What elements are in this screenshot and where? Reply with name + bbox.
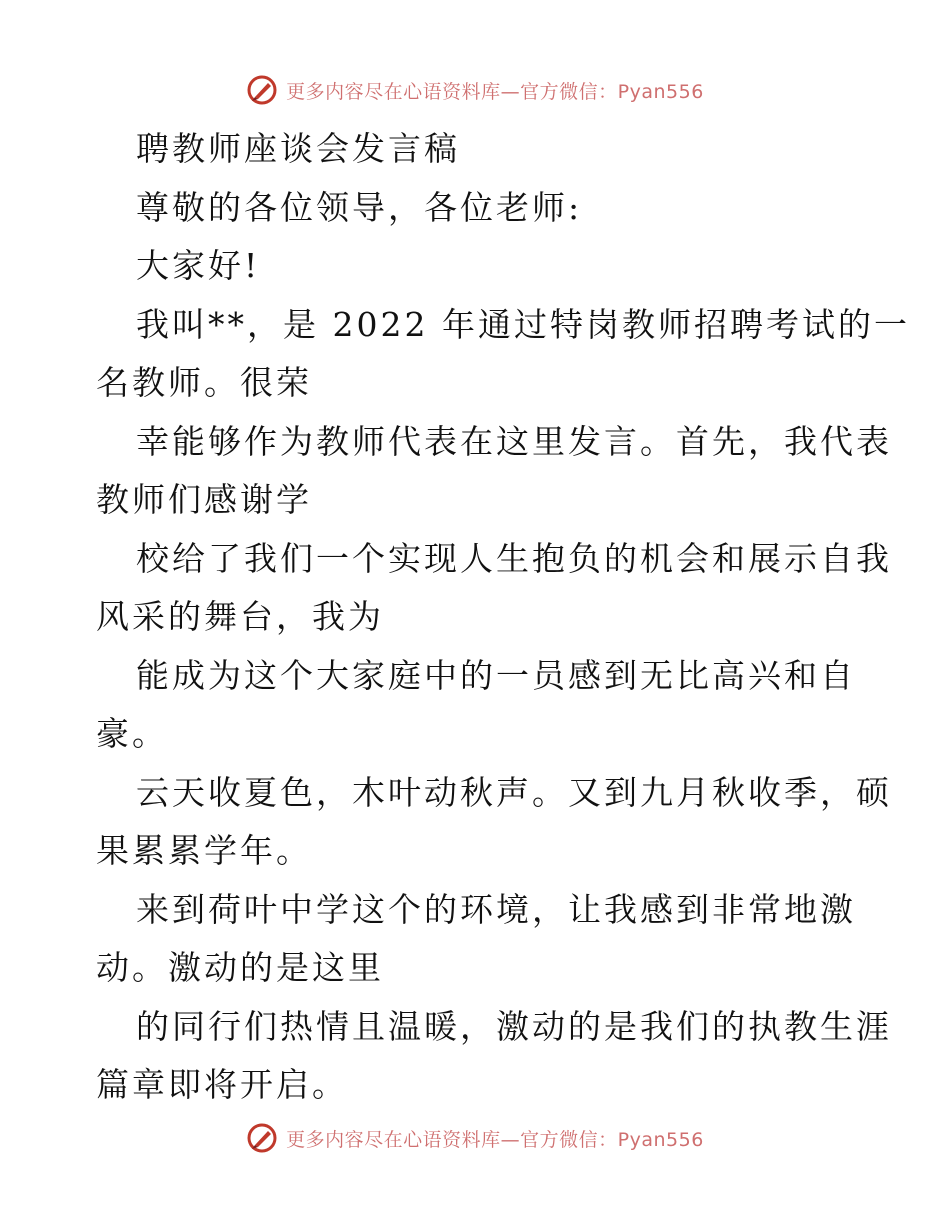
footer-banner-text: 更多内容尽在心语资料库—官方微信：Pyan556 [286,1128,704,1151]
document-line: 教师们感谢学 [96,480,312,519]
document-line: 能成为这个大家庭中的一员感到无比高兴和自 [136,655,856,695]
document-line: 大家好! [136,246,261,285]
header-banner [0,70,950,110]
document-line: 豪。 [96,714,168,753]
header-banner-text: 更多内容尽在心语资料库—官方微信：Pyan556 [286,80,704,103]
document-line: 尊敬的各位领导，各位老师: [136,187,583,227]
document-line: 来到荷叶中学这个的环境，让我感到非常地激 [136,889,856,929]
document-line: 我叫**，是 2022 年通过特岗教师招聘考试的一 [136,304,910,344]
document-line: 幸能够作为教师代表在这里发言。首先，我代表 [136,421,892,461]
document-line: 名教师。很荣 [96,363,312,402]
document-line: 校给了我们一个实现人生抱负的机会和展示自我 [136,538,892,578]
document-line: 果累累学年。 [96,831,312,870]
document-line: 云天收夏色，木叶动秋声。又到九月秋收季，硕 [136,772,892,812]
document-line: 篇章即将开启。 [96,1065,348,1104]
pen-logo-icon [246,1122,278,1154]
footer-banner [0,1118,950,1158]
pen-logo-icon [246,74,278,106]
document-line: 风采的舞台，我为 [96,597,384,636]
document-title: 聘教师座谈会发言稿 [136,129,460,168]
document-line: 的同行们热情且温暖，激动的是我们的执教生涯 [136,1006,892,1046]
document-body [96,120,910,1115]
document-line: 动。激动的是这里 [96,948,384,987]
